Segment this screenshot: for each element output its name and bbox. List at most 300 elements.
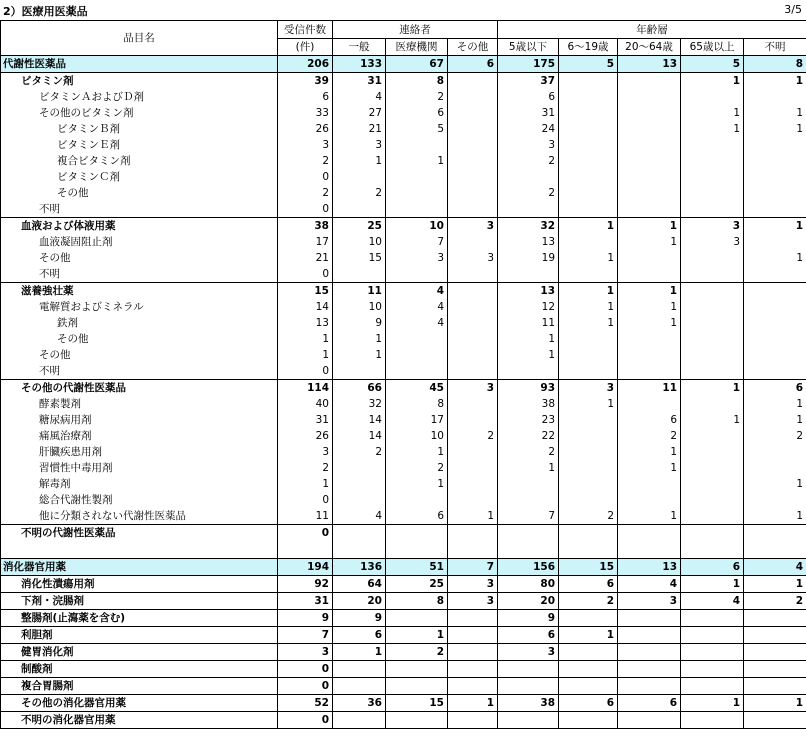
row-name: 痛風治療剤 [1, 428, 278, 444]
row-value [448, 677, 498, 694]
row-value [559, 412, 618, 428]
row-value [448, 315, 498, 331]
table-row [1, 492, 806, 508]
row-value: 31 [498, 105, 559, 121]
row-value [333, 711, 386, 728]
row-value [448, 643, 498, 660]
row-value [744, 492, 806, 508]
row-value: 15 [559, 558, 618, 575]
row-value [498, 201, 559, 218]
row-value: 26 [278, 121, 333, 137]
row-value [448, 201, 498, 218]
row-value: 25 [333, 218, 386, 235]
row-value: 3 [278, 137, 333, 153]
row-value [681, 331, 744, 347]
table-row [1, 575, 806, 592]
row-value [744, 299, 806, 315]
row-value: 1 [744, 412, 806, 428]
row-value [386, 201, 448, 218]
row-value [618, 396, 681, 412]
row-name: 消化器官用薬 [1, 558, 278, 575]
row-value: 0 [278, 266, 333, 283]
row-name: 血液凝固阻止剤 [1, 234, 278, 250]
row-value [559, 153, 618, 169]
row-value: 31 [333, 73, 386, 90]
row-value [448, 609, 498, 626]
row-value: 2 [386, 89, 448, 105]
col-header-count: 受信件数 [278, 21, 333, 39]
row-value: 51 [386, 558, 448, 575]
row-value: 1 [618, 234, 681, 250]
row-value: 1 [681, 694, 744, 711]
row-value: 10 [386, 428, 448, 444]
col-header-count-unit: (件) [278, 39, 333, 56]
row-value [386, 331, 448, 347]
row-value: 3 [498, 643, 559, 660]
row-value [681, 541, 744, 558]
row-value [448, 476, 498, 492]
row-value [278, 541, 333, 558]
row-value [498, 476, 559, 492]
row-name: 整腸剤(止瀉薬を含む) [1, 609, 278, 626]
row-value: 6 [498, 626, 559, 643]
col-header-contact-medical: 医療機関 [386, 39, 448, 56]
row-value [681, 347, 744, 363]
row-value: 1 [681, 412, 744, 428]
row-value: 1 [618, 218, 681, 235]
table-row [1, 592, 806, 609]
row-value: 1 [744, 694, 806, 711]
row-value [618, 609, 681, 626]
row-value [744, 137, 806, 153]
row-value [744, 234, 806, 250]
row-value [681, 137, 744, 153]
table-row [1, 266, 806, 283]
row-value [744, 283, 806, 300]
table-row [1, 121, 806, 137]
row-value [559, 363, 618, 380]
row-value [386, 137, 448, 153]
row-value: 32 [333, 396, 386, 412]
row-value: 1 [333, 643, 386, 660]
row-value: 9 [333, 609, 386, 626]
row-value: 6 [498, 89, 559, 105]
row-value [681, 492, 744, 508]
row-value: 3 [448, 575, 498, 592]
row-value: 1 [744, 73, 806, 90]
col-group-age: 年齢層 [498, 21, 806, 39]
row-value: 8 [386, 73, 448, 90]
table-row [1, 185, 806, 201]
col-header-age-unknown: 不明 [744, 39, 806, 56]
row-name: その他の代謝性医薬品 [1, 380, 278, 397]
row-value [559, 234, 618, 250]
row-value [618, 153, 681, 169]
table-row [1, 396, 806, 412]
row-value: 1 [618, 315, 681, 331]
row-value: 1 [618, 299, 681, 315]
row-value [333, 476, 386, 492]
row-value: 1 [559, 218, 618, 235]
row-value: 5 [386, 121, 448, 137]
row-value: 39 [278, 73, 333, 90]
row-value [559, 460, 618, 476]
row-value: 0 [278, 677, 333, 694]
row-value: 206 [278, 56, 333, 73]
row-value: 2 [559, 592, 618, 609]
row-value: 37 [498, 73, 559, 90]
table-row [1, 525, 806, 542]
row-value: 2 [278, 185, 333, 201]
row-name: ビタミンＣ剤 [1, 169, 278, 185]
row-name: その他のビタミン剤 [1, 105, 278, 121]
row-value [498, 711, 559, 728]
row-value: 1 [744, 105, 806, 121]
row-value: 1 [448, 508, 498, 525]
row-value [498, 492, 559, 508]
row-value [618, 492, 681, 508]
row-value [681, 299, 744, 315]
row-value [559, 492, 618, 508]
row-value [559, 169, 618, 185]
row-value [618, 677, 681, 694]
row-value: 1 [681, 575, 744, 592]
row-value [386, 711, 448, 728]
row-value [448, 137, 498, 153]
row-value: 133 [333, 56, 386, 73]
table-row [1, 541, 806, 558]
row-value: 45 [386, 380, 448, 397]
row-value: 9 [278, 609, 333, 626]
row-value [744, 347, 806, 363]
table-row [1, 105, 806, 121]
row-value [386, 185, 448, 201]
row-value [448, 89, 498, 105]
row-value [681, 283, 744, 300]
row-value [681, 315, 744, 331]
row-value: 6 [744, 380, 806, 397]
row-value [744, 711, 806, 728]
row-value [333, 541, 386, 558]
row-value: 22 [498, 428, 559, 444]
row-value [559, 609, 618, 626]
table-row [1, 476, 806, 492]
table-row [1, 643, 806, 660]
row-value [448, 169, 498, 185]
row-value: 38 [498, 694, 559, 711]
row-value [744, 541, 806, 558]
row-value [448, 105, 498, 121]
row-value [559, 137, 618, 153]
row-value [448, 412, 498, 428]
row-value [681, 711, 744, 728]
row-value [744, 660, 806, 677]
row-value [448, 121, 498, 137]
row-value: 11 [333, 283, 386, 300]
row-value [681, 201, 744, 218]
row-value: 2 [386, 460, 448, 476]
row-name: 滋養強壮薬 [1, 283, 278, 300]
row-value: 156 [498, 558, 559, 575]
row-value: 32 [498, 218, 559, 235]
row-value [386, 677, 448, 694]
row-value [448, 331, 498, 347]
row-value [618, 121, 681, 137]
row-value [559, 428, 618, 444]
row-value: 1 [681, 380, 744, 397]
row-value [333, 460, 386, 476]
row-value: 80 [498, 575, 559, 592]
table-row [1, 169, 806, 185]
row-value: 1 [498, 460, 559, 476]
row-value: 2 [278, 153, 333, 169]
row-value [386, 525, 448, 542]
row-value: 11 [278, 508, 333, 525]
row-value: 2 [618, 428, 681, 444]
row-value [448, 185, 498, 201]
row-value: 6 [559, 694, 618, 711]
row-value: 0 [278, 363, 333, 380]
row-name: 電解質およびミネラル [1, 299, 278, 315]
row-value [618, 331, 681, 347]
row-value: 11 [498, 315, 559, 331]
row-value [333, 363, 386, 380]
row-value: 1 [498, 347, 559, 363]
table-row [1, 380, 806, 397]
table-row [1, 508, 806, 525]
table-row [1, 56, 806, 73]
row-name: ビタミンＡおよびＤ剤 [1, 89, 278, 105]
row-value: 1 [744, 476, 806, 492]
row-value [333, 201, 386, 218]
row-value: 4 [333, 508, 386, 525]
row-value [559, 677, 618, 694]
row-value: 10 [386, 218, 448, 235]
row-value [448, 492, 498, 508]
row-value: 52 [278, 694, 333, 711]
row-value: 1 [498, 331, 559, 347]
row-value: 1 [386, 153, 448, 169]
row-value: 1 [386, 476, 448, 492]
row-value [681, 525, 744, 542]
row-value: 5 [681, 56, 744, 73]
row-value: 1 [386, 626, 448, 643]
row-name: 健胃消化剤 [1, 643, 278, 660]
report-header [0, 0, 806, 20]
row-value: 8 [386, 592, 448, 609]
row-value [448, 541, 498, 558]
row-value [744, 643, 806, 660]
row-value [744, 201, 806, 218]
row-value [559, 266, 618, 283]
row-value [681, 677, 744, 694]
row-name: その他 [1, 185, 278, 201]
col-header-contact-general: 一般 [333, 39, 386, 56]
table-row [1, 89, 806, 105]
row-value [559, 541, 618, 558]
row-name: 不明 [1, 363, 278, 380]
row-value [559, 711, 618, 728]
row-value: 9 [498, 609, 559, 626]
row-name: 利胆剤 [1, 626, 278, 643]
row-value [681, 89, 744, 105]
row-value: 1 [386, 444, 448, 460]
row-name: 消化性潰瘍用剤 [1, 575, 278, 592]
row-value [681, 266, 744, 283]
row-value [618, 201, 681, 218]
row-name: 肝臓疾患用剤 [1, 444, 278, 460]
row-value: 15 [333, 250, 386, 266]
row-value: 1 [278, 331, 333, 347]
row-value: 13 [618, 56, 681, 73]
row-value [333, 492, 386, 508]
row-value: 2 [744, 428, 806, 444]
row-value: 3 [278, 444, 333, 460]
row-value [448, 234, 498, 250]
row-value: 12 [498, 299, 559, 315]
row-value: 19 [498, 250, 559, 266]
row-value [448, 283, 498, 300]
row-value: 1 [559, 396, 618, 412]
table-row [1, 626, 806, 643]
table-row [1, 444, 806, 460]
row-value: 26 [278, 428, 333, 444]
table-row [1, 609, 806, 626]
table-row [1, 73, 806, 90]
row-value [448, 444, 498, 460]
row-value: 3 [448, 592, 498, 609]
row-value [333, 677, 386, 694]
table-row [1, 363, 806, 380]
row-value [618, 711, 681, 728]
table-body [1, 56, 806, 729]
row-value: 14 [278, 299, 333, 315]
table-row [1, 460, 806, 476]
row-name: ビタミンＥ剤 [1, 137, 278, 153]
row-value [559, 347, 618, 363]
row-value: 9 [333, 315, 386, 331]
row-value: 93 [498, 380, 559, 397]
row-value: 2 [386, 643, 448, 660]
row-value: 20 [333, 592, 386, 609]
row-value [681, 444, 744, 460]
row-value: 14 [333, 428, 386, 444]
row-value: 6 [333, 626, 386, 643]
row-value: 6 [618, 694, 681, 711]
row-value: 7 [498, 508, 559, 525]
col-header-age-6-19: 6～19歳 [559, 39, 618, 56]
row-value [744, 525, 806, 542]
row-value [448, 525, 498, 542]
row-value: 3 [448, 218, 498, 235]
row-value [448, 460, 498, 476]
row-name: その他 [1, 250, 278, 266]
row-name: 不明 [1, 266, 278, 283]
row-value: 4 [744, 558, 806, 575]
row-value: 1 [559, 283, 618, 300]
row-value: 7 [448, 558, 498, 575]
row-value [559, 73, 618, 90]
row-value: 1 [744, 508, 806, 525]
row-value: 1 [278, 476, 333, 492]
row-value: 1 [681, 105, 744, 121]
row-value: 0 [278, 169, 333, 185]
row-value [448, 347, 498, 363]
row-name: 習慣性中毒用剤 [1, 460, 278, 476]
table-row [1, 711, 806, 728]
row-value [618, 525, 681, 542]
row-value [618, 137, 681, 153]
row-value: 36 [333, 694, 386, 711]
row-value: 1 [744, 575, 806, 592]
row-value [559, 185, 618, 201]
row-value [744, 89, 806, 105]
row-value: 67 [386, 56, 448, 73]
row-value: 3 [681, 234, 744, 250]
row-value: 3 [278, 643, 333, 660]
statistics-table [0, 20, 806, 729]
row-value [448, 266, 498, 283]
row-value [386, 609, 448, 626]
row-value [498, 660, 559, 677]
row-value [744, 153, 806, 169]
row-value: 3 [386, 250, 448, 266]
table-row [1, 299, 806, 315]
row-value: 10 [333, 234, 386, 250]
row-value: 4 [618, 575, 681, 592]
row-value [559, 331, 618, 347]
row-name: 血液および体液用薬 [1, 218, 278, 235]
row-value [618, 363, 681, 380]
row-value: 1 [618, 508, 681, 525]
row-value [618, 660, 681, 677]
row-value: 6 [386, 508, 448, 525]
table-row [1, 283, 806, 300]
row-value [744, 609, 806, 626]
row-value [448, 299, 498, 315]
table-row [1, 660, 806, 677]
col-header-age-0-5: 5歳以下 [498, 39, 559, 56]
row-value [559, 660, 618, 677]
row-name: 鉄剤 [1, 315, 278, 331]
row-value: 1 [744, 250, 806, 266]
row-value: 31 [278, 412, 333, 428]
row-value [618, 250, 681, 266]
row-value: 2 [278, 460, 333, 476]
row-value: 1 [618, 283, 681, 300]
table-row [1, 558, 806, 575]
table-row [1, 153, 806, 169]
row-value: 6 [448, 56, 498, 73]
row-value: 3 [559, 380, 618, 397]
col-header-contact-other: その他 [448, 39, 498, 56]
section-title: 2）医療用医薬品 [3, 5, 88, 18]
row-value [618, 626, 681, 643]
row-value: 10 [333, 299, 386, 315]
col-header-age-20-64: 20～64歳 [618, 39, 681, 56]
row-value [744, 363, 806, 380]
row-value: 1 [448, 694, 498, 711]
row-value [681, 428, 744, 444]
row-value [498, 363, 559, 380]
row-value: 17 [386, 412, 448, 428]
table-row [1, 694, 806, 711]
row-value: 6 [618, 412, 681, 428]
row-value: 6 [681, 558, 744, 575]
row-name: その他の消化器官用薬 [1, 694, 278, 711]
row-value: 8 [744, 56, 806, 73]
row-value [744, 626, 806, 643]
